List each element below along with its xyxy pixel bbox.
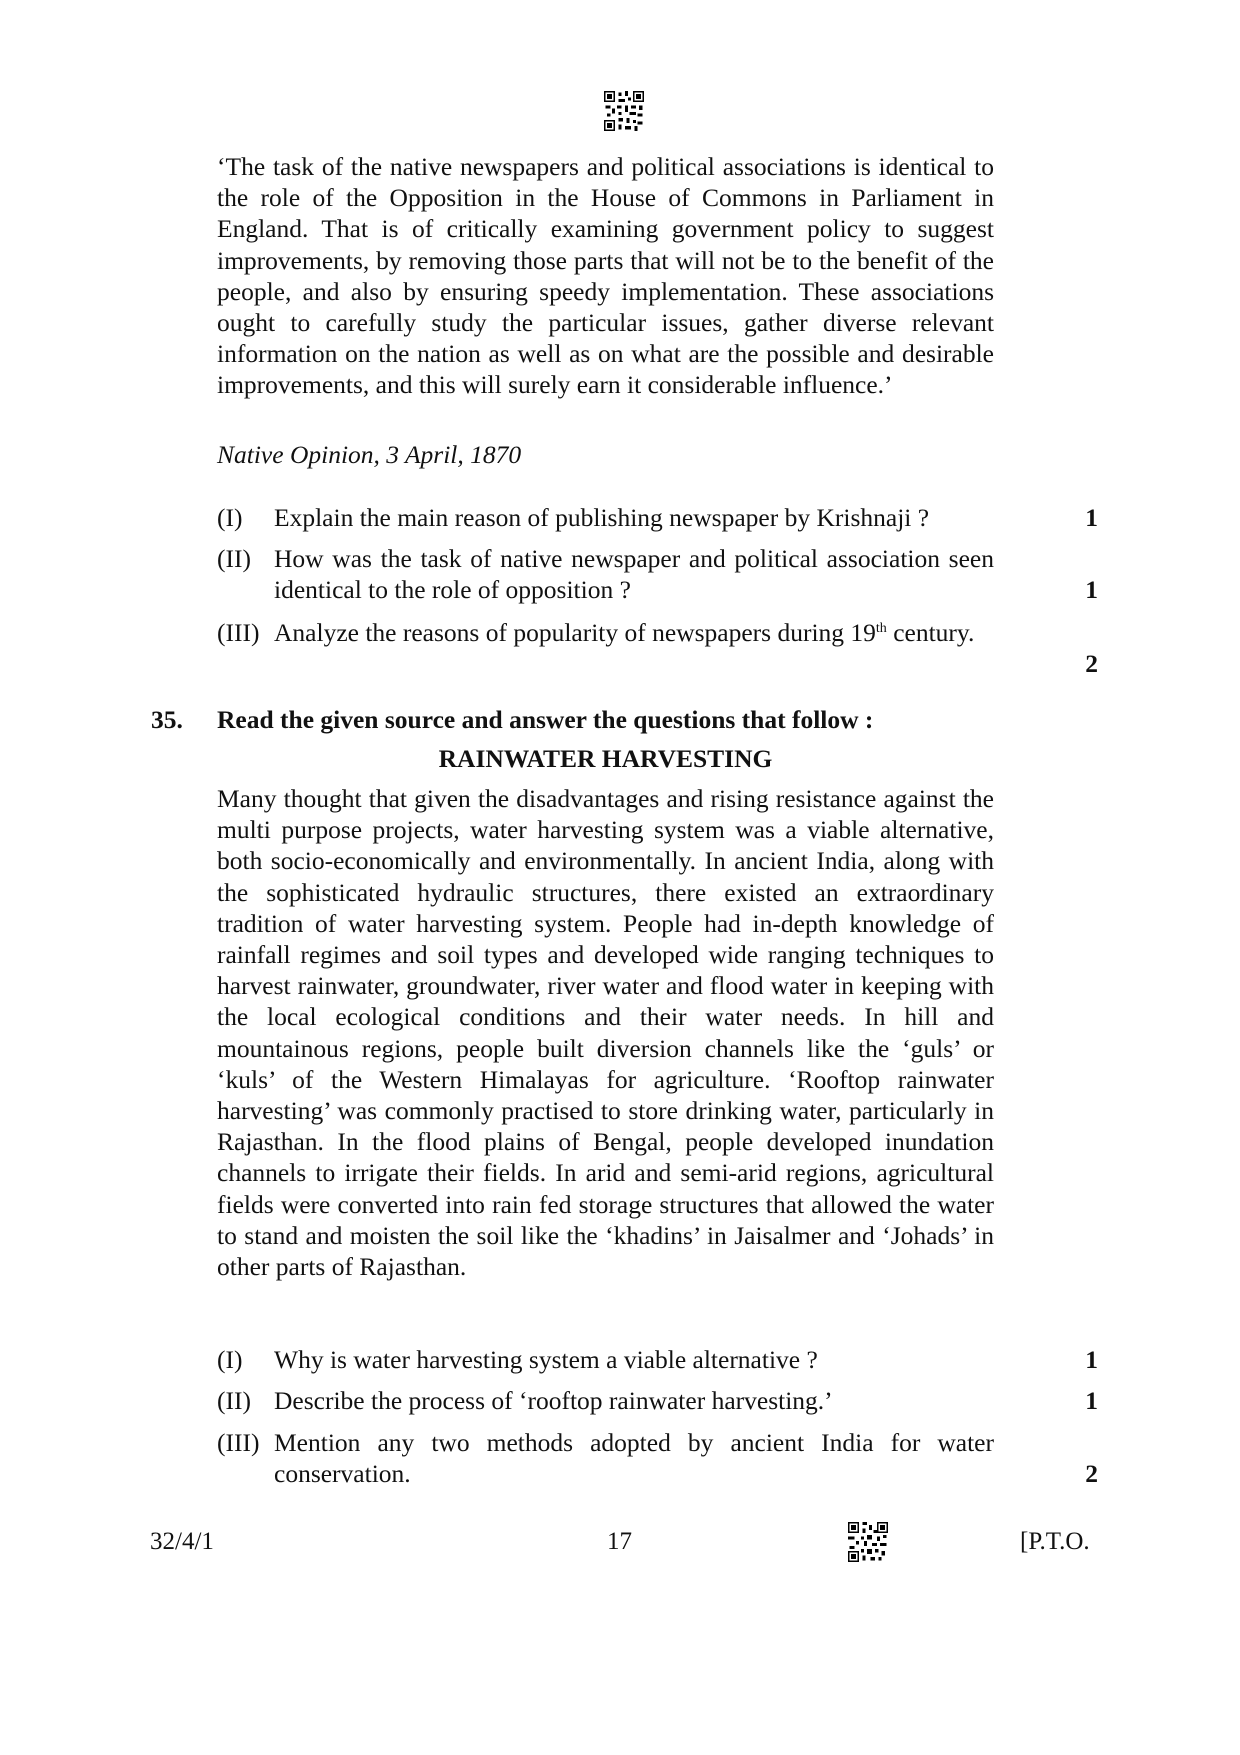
question-text: Why is water harvesting system a viable alternative ? (274, 1345, 818, 1374)
rainwater-passage: Many thought that given the disadvantages and rising resistance against the multi purpose projects, water harvesting system was a viable alternative, both socio-economically and environmentally. In ancient India, along with the sophisticated hydraulic structures, there existed an extraordinary tradition of water harvesting system. People had in-depth knowledge of rainfall regimes and soil types and developed wide ranging techniques to harvest rainwater, groundwater, river water and flood water in keeping with the local ecological conditions and their water needs. In hill and mountainous regions, people built diversion channels like the ‘guls’ or ‘kuls’ of the Western Himalayas for agriculture. ‘Rooftop rainwater harvesting’ was commonly practised to store drinking water, particularly in Rajasthan. In the flood plains of Bengal, people developed inundation channels to irrigate their fields. In arid and semi-arid regions, agricultural fields were converted into rain fed storage structures that allowed the water to stand and moisten the soil like the ‘khadins’ in Jaisalmer and ‘Johads’ in other parts of Rajasthan. (217, 784, 994, 1282)
passage-heading: RAINWATER HARVESTING (438, 744, 773, 773)
please-turn-over: [P.T.O. (1020, 1528, 1090, 1555)
question-text: How was the task of native newspaper and political association seen identical to the role of opposition ? (274, 544, 994, 605)
question-number: (II) (217, 1386, 251, 1415)
question-marks: 1 (1085, 575, 1098, 604)
question-marks: 1 (1085, 1386, 1098, 1415)
question-number: (III) (217, 618, 260, 647)
question-text-part: Analyze the reasons of popularity of newspapers during 19 (274, 618, 876, 647)
question-text (274, 617, 994, 648)
question-text: Mention any two methods adopted by ancient India for water conservation. (274, 1428, 994, 1489)
page-number: 17 (607, 1528, 632, 1555)
qr-code-icon (604, 91, 644, 131)
question-marks: 1 (1085, 503, 1098, 532)
paper-code: 32/4/1 (150, 1528, 214, 1555)
question-marks: 2 (1085, 1459, 1098, 1488)
question-marks: 2 (1085, 649, 1098, 678)
question-number: (III) (217, 1428, 260, 1457)
question-text-part: century. (886, 618, 975, 647)
question-35-number: 35. (151, 705, 183, 734)
source-passage: ‘The task of the native newspapers and political associations is identical to the role of the Opposition in the House of Commons in Parliament in England. That is of critically examining government policy to suggest improvements, by removing those parts that will not be to the benefit of the people, and also by ensuring speedy implementation. These associations ought to carefully study the particular issues, gather diverse relevant information on the nation as well as on what are the possible and desirable improvements, and this will surely earn it considerable influence.’ (217, 152, 994, 400)
question-number: (I) (217, 503, 243, 532)
superscript: th (875, 621, 887, 636)
question-number: (I) (217, 1345, 243, 1374)
qr-code-icon (848, 1522, 888, 1562)
source-citation: Native Opinion, 3 April, 1870 (217, 440, 522, 469)
question-text: Explain the main reason of publishing newspaper by Krishnaji ? (274, 503, 930, 532)
question-instruction: Read the given source and answer the questions that follow : (217, 705, 874, 734)
question-marks: 1 (1085, 1345, 1098, 1374)
question-number: (II) (217, 544, 251, 573)
question-text: Describe the process of ‘rooftop rainwater harvesting.’ (274, 1386, 833, 1415)
